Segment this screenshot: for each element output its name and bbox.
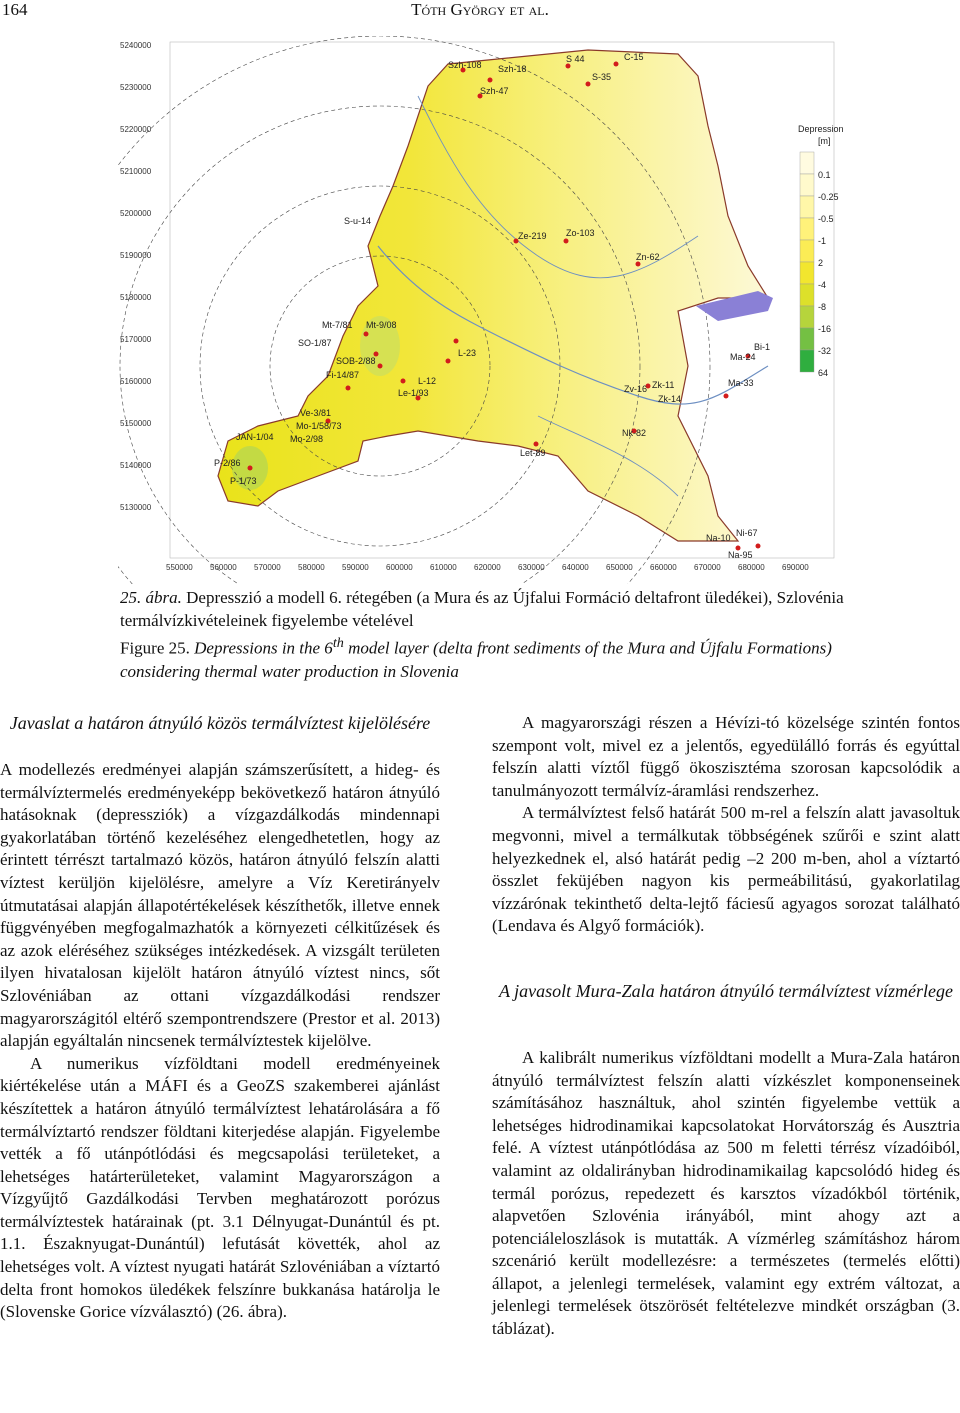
svg-text:JAN-1/04: JAN-1/04: [236, 432, 274, 442]
figure-label-hu: 25. ábra.: [120, 588, 182, 607]
svg-text:550000: 550000: [166, 563, 193, 572]
legend-swatch: [800, 152, 814, 174]
svg-text:5140000: 5140000: [120, 461, 152, 470]
svg-text:SO-1/87: SO-1/87: [298, 338, 332, 348]
svg-text:Bi-1: Bi-1: [754, 342, 771, 352]
svg-text:L-12: L-12: [418, 376, 437, 386]
legend-value: -16: [818, 324, 832, 334]
svg-text:Szh-47: Szh-47: [480, 86, 509, 96]
svg-text:Mt-7/81: Mt-7/81: [322, 320, 353, 330]
svg-text:SOB-2/88: SOB-2/88: [336, 356, 376, 366]
svg-text:P-1/73: P-1/73: [230, 476, 257, 486]
paragraph: A kalibrált numerikus vízföldtani modellt a Mura-Zala határon átnyúló termálvíztest felszín alatti vízkészlet komponenseinek számításához használtuk, ahol szintén figyelembe vettük a lehetséges hidrodinamikai kapcsolatokat Horvátország és Ausztria felé. A víztest utánpótlódása az 500 m feletti térrész vízadóiból, valamint az oldalirányban hidrodinamikailag kapcsolódó hideg és termál porózus, repedezett és karsztos vízadókból történik, alapvetően Szlovénia irányából, mint ahogy azt a potenciáleloszlások is mutatták. A vízmérleg számításhoz három szcenárió került modellezésre: a természetes (termelés előtti) állapot, a jelenlegi termelések, valamint egy extrém változat, a jelenlegi termelések ötszörösét feltételezve mindkét országban (3. táblázat).: [492, 1047, 960, 1339]
legend-swatch: [800, 350, 814, 372]
svg-text:670000: 670000: [694, 563, 721, 572]
svg-text:5240000: 5240000: [120, 41, 152, 50]
svg-text:570000: 570000: [254, 563, 281, 572]
svg-text:Le-1/93: Le-1/93: [398, 388, 429, 398]
svg-text:Zv-16: Zv-16: [624, 384, 648, 394]
svg-text:630000: 630000: [518, 563, 545, 572]
svg-text:C-15: C-15: [624, 52, 644, 62]
legend-unit: [m]: [818, 136, 831, 146]
figure-caption-hungarian: [120, 586, 855, 632]
svg-text:5170000: 5170000: [120, 335, 152, 344]
legend-value: -0.5: [818, 214, 834, 224]
svg-text:5200000: 5200000: [120, 209, 152, 218]
svg-text:Szh-108: Szh-108: [448, 60, 482, 70]
svg-text:5220000: 5220000: [120, 125, 152, 134]
paragraph: A numerikus vízföldtani modell eredményeinek kiértékelése után a MÁFI és a GeoZS szakemberei ajánlást készítettek a határon átnyúló termálvíztest lehatárolására a fő termálvíztartó rendszer földtani kiterjedése alapján. Figyelembe vették a fő utánpótlódási és megcsapolási területeket, a lehetséges határterületeket, valamint Magyarországon a Vízgyűjtő Gazdálkodási Tervben meghatározott porózus termálvíztestek határainak (pt. 3.1 Délnyugat-Dunántúl és pt. 1.1. Északnyugat-Dunántúl) lefutását követték, ahol az lehetséges volt. A víztest nyugati határát Szlovéniában a víztartó delta front homokos üledékek felszínre bukkanása határolja le (Slovenske Gorice vízválasztó) (26. ábra).: [0, 1053, 440, 1322]
legend-value: -0.25: [818, 192, 839, 202]
svg-text:Ma-24: Ma-24: [730, 352, 756, 362]
figure-label-en: Figure 25.: [120, 638, 190, 658]
svg-text:650000: 650000: [606, 563, 633, 572]
legend-swatch: [800, 196, 814, 218]
svg-text:Na-95: Na-95: [728, 550, 753, 560]
svg-text:5180000: 5180000: [120, 293, 152, 302]
legend-swatch: [800, 284, 814, 306]
legend-swatch: [800, 218, 814, 240]
svg-text:Na-10: Na-10: [706, 533, 731, 543]
svg-text:Zn-62: Zn-62: [636, 252, 660, 262]
legend-title: Depression: [798, 124, 844, 134]
svg-text:Ma-33: Ma-33: [728, 378, 754, 388]
section-heading-water-balance: A javasolt Mura-Zala határon átnyúló termálvíztest vízmérlege: [499, 980, 953, 1001]
paragraph: A modellezés eredményei alapján számszerűsített, a hideg- és termálvíztermelés eredményeképp bekövetkező határon átnyúló hatásoknak (depressziók) a vízgazdálkodás mindennapi gyakorlatában történő kezeléséhez elengedhetetlen, hogy az érintett térrészt tartalmazó közös, határon átnyúló felszín alatti víztest kerüljön kijelölésre, amelyre a Víz Keretirányelv útmutatásai alapján állapotértékelések készíthetők, illetve ennek függvényében megfogalmazhatók a környezeti célkitűzések és az azok eléréséhez szükséges intézkedések. A vizsgált területen ilyen hivatalosan kijelölt határon átnyúló víztest nincs, sőt Szlovéniában az ottani vízgazdálkodási rendszer magyarországitól eltérő szempontrendszere (Prestor et al. 2013) alapján egyáltalán nincsenek termálvíztestek kijelölve.: [0, 760, 440, 1051]
svg-text:600000: 600000: [386, 563, 413, 572]
svg-text:Ze-219: Ze-219: [518, 231, 547, 241]
svg-text:S-35: S-35: [592, 72, 612, 82]
legend-swatch: [800, 328, 814, 350]
svg-text:5150000: 5150000: [120, 419, 152, 428]
depression-map-figure: [118, 36, 852, 584]
figure-caption-english: Figure 25. Depressions in the 6th model layer (delta front sediments of the Mura and Újfalu Formations) considering thermal water production in Slovenia: [120, 635, 832, 681]
running-head: Tóth György et al.: [411, 0, 549, 19]
svg-text:S-u-14: S-u-14: [344, 216, 372, 226]
svg-text:Nk-82: Nk-82: [622, 428, 647, 438]
svg-text:610000: 610000: [430, 563, 457, 572]
legend-value: -8: [818, 302, 827, 312]
legend-swatch: [800, 240, 814, 262]
page-number: 164: [2, 0, 28, 19]
legend-swatch: [800, 174, 814, 196]
svg-text:640000: 640000: [562, 563, 589, 572]
legend-value: 2: [818, 258, 824, 268]
legend-value: 64: [818, 368, 829, 378]
svg-text:Mt-9/08: Mt-9/08: [366, 320, 397, 330]
svg-text:Mo-1/58/73: Mo-1/58/73: [296, 421, 342, 431]
svg-text:Fi-14/87: Fi-14/87: [326, 370, 360, 380]
svg-text:L-23: L-23: [458, 348, 477, 358]
svg-text:5130000: 5130000: [120, 503, 152, 512]
svg-text:Let-89: Let-89: [520, 448, 546, 458]
section-heading-transboundary: Javaslat a határon átnyúló közös termálvíztest kijelölésére: [9, 713, 431, 733]
svg-text:Ve-3/81: Ve-3/81: [300, 408, 332, 418]
svg-text:S 44: S 44: [566, 54, 585, 64]
svg-text:660000: 660000: [650, 563, 677, 572]
svg-text:Mo-2/98: Mo-2/98: [290, 434, 324, 444]
svg-text:5160000: 5160000: [120, 377, 152, 386]
svg-text:680000: 680000: [738, 563, 765, 572]
legend-value: 0.1: [818, 170, 831, 180]
right-column: [492, 712, 960, 1341]
left-column: [0, 712, 440, 1324]
svg-text:580000: 580000: [298, 563, 325, 572]
x-axis-ticks: [166, 563, 809, 572]
svg-text:5230000: 5230000: [120, 83, 152, 92]
legend-value: -32: [818, 346, 832, 356]
legend-swatch: [800, 306, 814, 328]
svg-text:620000: 620000: [474, 563, 501, 572]
page-header: [0, 0, 960, 24]
svg-text:590000: 590000: [342, 563, 369, 572]
svg-text:5210000: 5210000: [120, 167, 152, 176]
svg-text:Zk-11: Zk-11: [652, 380, 675, 390]
paragraph: A termálvíztest felső határát 500 m-rel a felszín alatt javasoltuk megvonni, mivel a termálkutak többségének szűrői e szint alatt helyezkednek el, alsó határát pedig –2 200 m-ben, ahol a víztartó összlet feküjében nagyon kis permeábilitású, gyakorlatilag vízzárónak tekinthető delta-lejtő fáciesű agyagos sorozat található (Lendava és Algyő formációk).: [492, 803, 960, 936]
svg-text:Ni-67: Ni-67: [736, 528, 758, 538]
legend-swatch: [800, 262, 814, 284]
paragraph: A magyarországi részen a Hévízi-tó közelsége szintén fontos szempont volt, mivel ez a jelentős, egyedülálló forrás és egyúttal felszín alatti víztől függő ökoszisztéma szorosan kapcsolódik a tanulmányozott termálvíz-áramlási rendszerhez.: [492, 713, 960, 800]
legend-value: -1: [818, 236, 827, 246]
svg-text:Zo-103: Zo-103: [566, 228, 595, 238]
legend-value: -4: [818, 280, 827, 290]
svg-text:P-2/86: P-2/86: [214, 458, 241, 468]
svg-text:5190000: 5190000: [120, 251, 152, 260]
svg-text:560000: 560000: [210, 563, 237, 572]
svg-text:690000: 690000: [782, 563, 809, 572]
svg-text:Zk-14: Zk-14: [658, 394, 682, 404]
depression-map: [118, 36, 852, 584]
figure-caption-hu-text: Depresszió a modell 6. rétegében (a Mura és az Újfalui Formáció deltafront üledékei), Szlovénia termálvízkivételeinek figyelembe vételével: [120, 588, 844, 630]
svg-text:Szh-18: Szh-18: [498, 64, 527, 74]
